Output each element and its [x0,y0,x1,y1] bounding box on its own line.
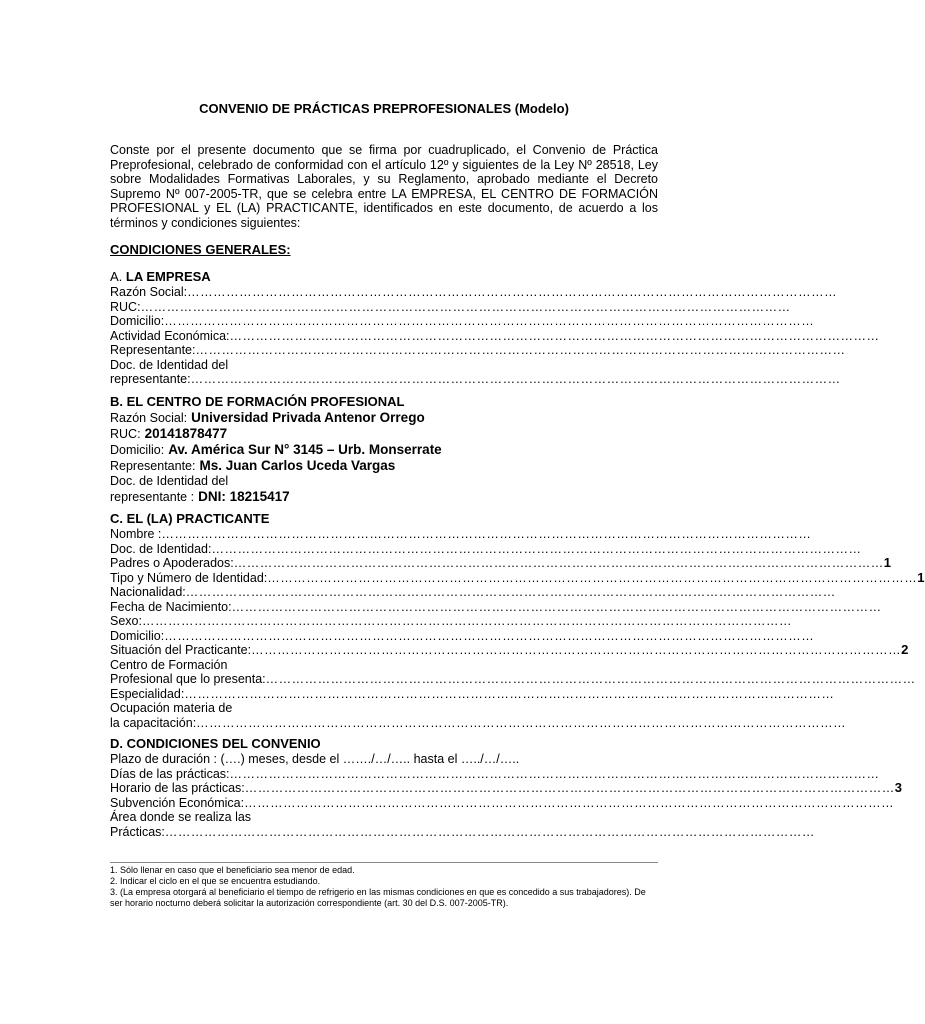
field-label: Representante: [110,343,196,357]
section-empresa [110,269,880,387]
footnote-marker: 3 [894,780,903,795]
convenio-field [110,810,544,825]
fill-line[interactable]: …………………………………………………………………………………………………………………………………… [164,314,815,328]
section-a-heading: A. LA EMPRESA [110,269,211,284]
fill-line[interactable]: …………………………………………………………………………………………………………………………………… [231,599,882,614]
practicante-field [110,555,891,571]
fill-line[interactable]: …………………………………………………………………………………………………………………………………… [141,614,792,628]
field-label: RUC: [110,299,141,314]
section-b-heading: B. EL CENTRO DE FORMACIÓN PROFESIONAL [110,394,405,409]
practicante-field [110,599,882,615]
practicante-field [110,628,815,644]
centro-field [110,474,590,489]
section-d-heading: D. CONDICIONES DEL CONVENIO [110,736,321,751]
conditions-title: CONDICIONES GENERALES: [110,242,291,257]
footnotes [110,862,658,909]
empresa-field [110,299,791,315]
practicante-field [110,642,909,658]
field-label: Domicilio: [110,314,165,328]
practicante-field [110,715,847,731]
field-label: Padres o Apoderados: [110,556,234,570]
field-label: Domicilio: [110,443,165,457]
field-label: Razón Social: [110,411,188,425]
convenio-field [110,780,903,796]
fill-line[interactable]: …………………………………………………………………………………………………………………………………… [267,570,918,585]
field-label: Doc. de Identidad del [110,357,229,372]
fill-line[interactable]: …………………………………………………………………………………………………………………………………… [164,628,815,643]
field-label: Plazo de duración : (….) meses, desde el ……./…/….. hasta el …../…/….. [110,752,520,766]
field-label: Días de las prácticas: [110,766,230,781]
fill-line[interactable]: …………………………………………………………………………………………………………………………………… [140,299,791,314]
field-label: Subvención Económica: [110,795,245,810]
field-label: Doc. de Identidad: [110,541,212,556]
fill-line[interactable]: …………………………………………………………………………………………………………………………………… [244,781,895,795]
field-label: Nacionalidad: [110,585,186,599]
fill-line[interactable]: …………………………………………………………………………………………………………………………………… [184,686,835,701]
fill-line[interactable]: …………………………………………………………………………………………………………………………………… [195,343,846,357]
centro-field [110,426,590,442]
convenio-field [110,766,880,782]
field-value: Ms. Juan Carlos Uceda Vargas [199,458,396,473]
fill-line[interactable]: …………………………………………………………………………………………………………………………………… [211,541,862,556]
title-suffix: (Modelo) [514,101,569,116]
fill-line[interactable]: …………………………………………………………………………………………………………………………………… [164,824,815,839]
fill-line[interactable]: …………………………………………………………………………………………………………………………………… [187,285,838,299]
centro-field [110,458,590,474]
fill-line[interactable]: …………………………………………………………………………………………………………………………………… [196,715,847,730]
field-label: Actividad Económica: [110,328,230,343]
field-label: Razón Social: [110,285,188,299]
document-title [0,101,768,117]
section-condiciones-convenio [110,736,903,839]
field-label: Área donde se realiza las [110,810,252,824]
title-text: CONVENIO DE PRÁCTICAS PREPROFESIONALES [199,101,512,116]
footnote-marker: 2 [901,642,909,657]
field-label: Nombre : [110,527,162,541]
field-value: Universidad Privada Antenor Orrego [191,410,425,425]
fill-line[interactable]: …………………………………………………………………………………………………………………………………… [244,795,895,810]
practicante-field [110,541,862,557]
empresa-field [110,358,550,373]
field-label: la capacitación: [110,715,197,730]
section-centro-formacion [110,394,590,505]
field-label: Representante: [110,459,196,473]
practicante-field [110,569,925,586]
practicante-field [110,585,836,600]
field-value: 20141878477 [144,426,228,441]
fill-line[interactable]: …………………………………………………………………………………………………………………………………… [229,766,880,781]
practicante-field [110,614,792,629]
field-label: Horario de las prácticas: [110,781,245,795]
empresa-field [110,314,815,329]
practicante-field [110,672,916,687]
field-label: representante : [110,490,195,504]
field-label: Especialidad: [110,686,185,701]
field-label: Centro de Formación [110,657,228,672]
convenio-field [110,824,815,840]
section-c-heading: C. EL (LA) PRACTICANTE [110,511,270,526]
fill-line[interactable]: …………………………………………………………………………………………………………………………………… [233,556,884,570]
field-value: Av. América Sur N° 3145 – Urb. Monserrate [168,442,442,457]
field-label: Sexo: [110,614,142,628]
centro-field [110,442,590,458]
fill-line[interactable]: …………………………………………………………………………………………………………………………………… [161,527,812,541]
practicante-field [110,527,812,542]
empresa-field [110,285,838,300]
field-label: Ocupación materia de [110,701,233,715]
fill-line[interactable]: …………………………………………………………………………………………………………………………………… [185,585,836,599]
footnote-marker: 1 [917,569,925,585]
centro-field [110,410,590,426]
footnote-marker: 1 [883,555,891,570]
field-label: RUC: [110,427,141,441]
fill-line[interactable]: …………………………………………………………………………………………………………………………………… [251,643,902,657]
empresa-field [110,328,880,344]
footnote-1: 1. Sólo llenar en caso que el beneficiario sea menor de edad. [110,865,355,875]
intro-paragraph: Conste por el presente documento que se firma por cuadruplicado, el Convenio de Práctica Preprofesional, celebrado de conformidad con el artículo 12º y siguientes de la Ley Nº 28518, Ley sobre Modalidades Formativas Laborales, y su Reglamento, aprobado mediante el Decreto Supremo Nº 007-2005-TR, que se celebra entre LA EMPRESA, EL CENTRO DE FORMACIÓN PROFESIONAL y EL (LA) PRACTICANTE, identificados en este documento, de acuerdo a los términos y condiciones siguientes: [110,143,658,230]
field-label: Tipo y Número de Identidad: [110,570,268,585]
convenio-field [110,795,895,811]
field-label: Doc. de Identidad del [110,474,229,488]
practicante-field [110,658,546,673]
fill-line[interactable]: …………………………………………………………………………………………………………………………………… [190,372,841,386]
fill-line[interactable]: …………………………………………………………………………………………………………………………………… [265,672,916,686]
section-practicante [110,511,925,730]
empresa-field [110,372,841,387]
convenio-field [110,752,544,767]
fill-line[interactable]: …………………………………………………………………………………………………………………………………… [229,328,880,343]
field-label: Domicilio: [110,628,165,643]
field-label: Prácticas: [110,824,165,839]
field-label: Situación del Practicante: [110,643,252,657]
footnote-3: 3. (La empresa otorgará al beneficiario el tiempo de refrigerio en las mismas condiciones en que es concedido a sus trabajadores). De ser horario nocturno deberá solicitar la autorización correspondiente (art. 30 del D.S. 007-2005-TR). [110,887,646,908]
field-label: representante: [110,372,191,386]
field-value: DNI: 18215417 [198,489,290,504]
field-label: Profesional que lo presenta: [110,672,266,686]
practicante-field [110,701,546,716]
practicante-field [110,686,835,702]
empresa-field [110,343,846,358]
field-label: Fecha de Nacimiento: [110,599,232,614]
centro-field [110,489,590,505]
footnote-2: 2. Indicar el ciclo en el que se encuentra estudiando. [110,876,321,886]
